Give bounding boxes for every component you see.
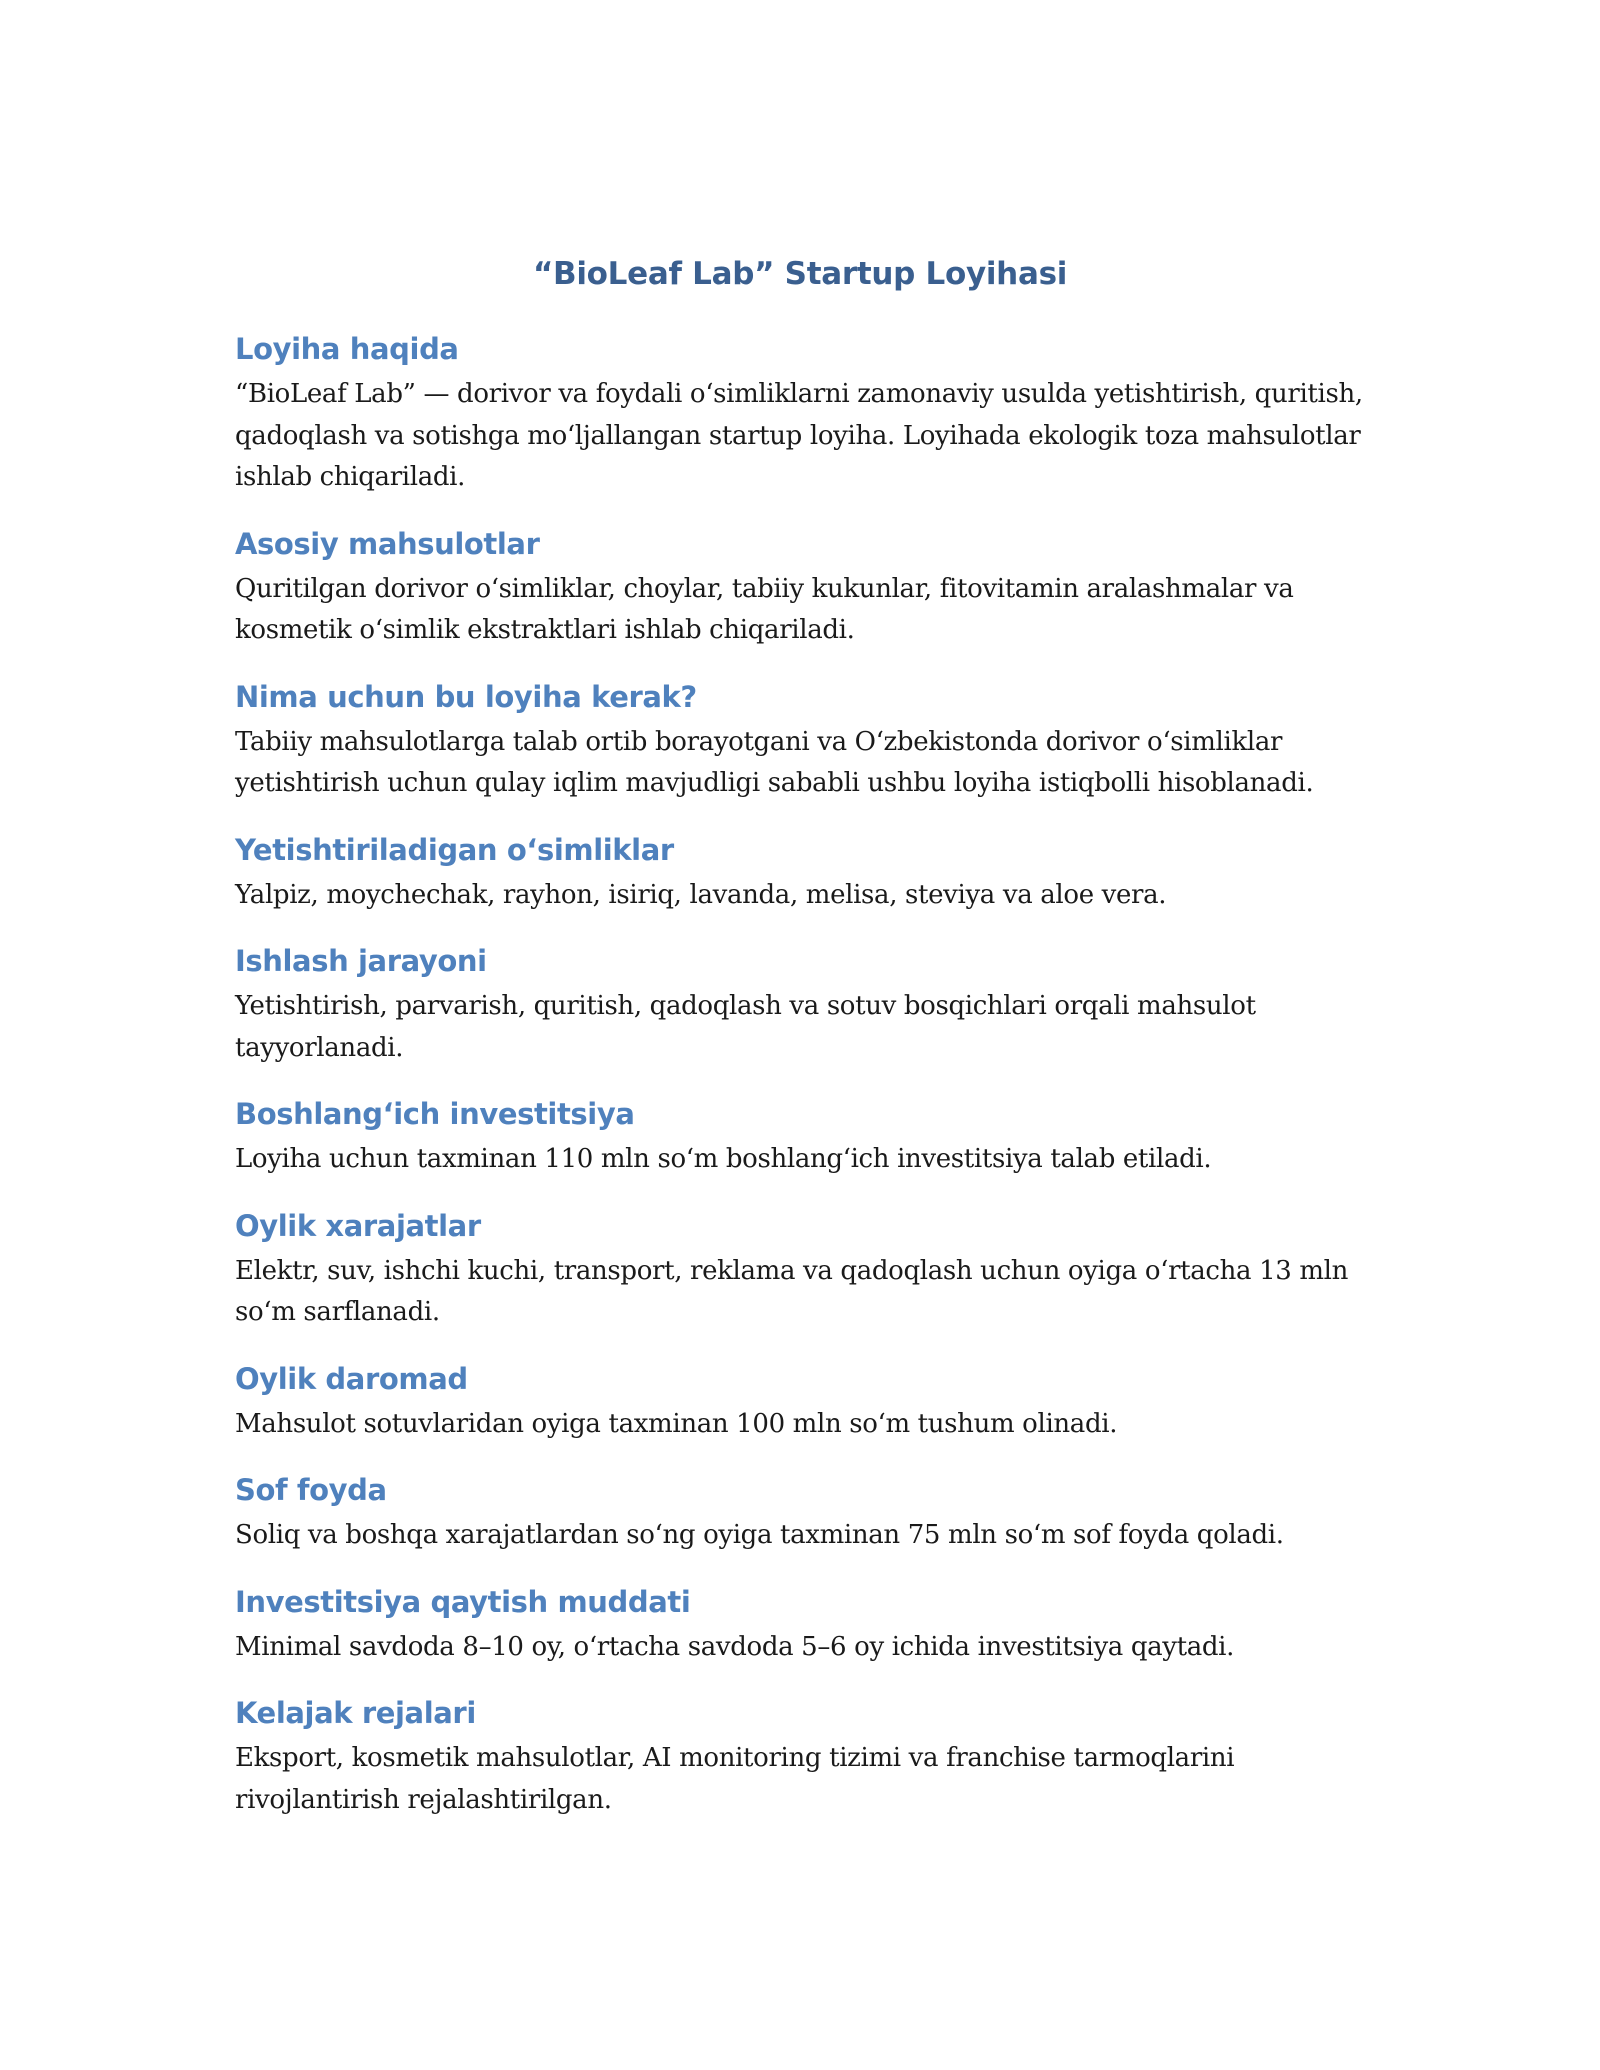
document-title: “BioLeaf Lab” Startup Loyihasi	[532, 256, 1068, 292]
document-content	[235, 252, 1365, 1847]
section-investitsiya-qaytish-muddati	[235, 1583, 1365, 1669]
section-oylik-xarajatlar	[235, 1207, 1365, 1334]
section-text: Soliq va boshqa xarajatlardan soʻng oyiga taxminan 75 mln soʻm sof foyda qoladi.	[235, 1520, 1284, 1550]
section-heading: Investitsiya qaytish muddati	[235, 1584, 691, 1619]
section-heading: Sof foyda	[235, 1473, 387, 1507]
section-heading: Asosiy mahsulotlar	[235, 526, 540, 561]
section-text: Loyiha uchun taxminan 110 mln soʻm boshlangʻich investitsiya talab etiladi.	[235, 1144, 1212, 1174]
section-heading: Oylik xarajatlar	[235, 1208, 481, 1243]
section-heading: Oylik daromad	[235, 1361, 468, 1396]
section-text: Mahsulot sotuvlaridan oyiga taxminan 100 mln soʻm tushum olinadi.	[235, 1408, 1118, 1439]
section-text: Yetishtirish, parvarish, quritish, qadoqlash va sotuv bosqichlari orqali mahsulot tayyorlanadi.	[235, 991, 1256, 1063]
section-heading: Loyiha haqida	[235, 332, 459, 366]
section-text: Quritilgan dorivor oʻsimliklar, choylar, tabiiy kukunlar, fitovitamin aralashmalar va kosmetik oʻsimlik ekstraktlari ishlab chiqariladi.	[235, 573, 1294, 645]
section-text: Yalpiz, moychechak, rayhon, isiriq, lavanda, melisa, steviya va aloe vera.	[235, 879, 1167, 910]
section-heading: Nima uchun bu loyiha kerak?	[235, 679, 697, 714]
section-text: “BioLeaf Lab” — dorivor va foydali oʻsimliklarni zamonaviy usulda yetishtirish, quritish, qadoqlash va sotishga moʻljallangan startup loyiha. Loyihada ekologik toza mahsulotlar ishlab chiqariladi.	[235, 379, 1363, 492]
section-heading: Ishlash jarayoni	[235, 944, 487, 978]
section-text: Minimal savdoda 8–10 oy, oʻrtacha savdoda 5–6 oy ichida investitsiya qaytadi.	[235, 1631, 1235, 1662]
section-yetishtiriladigan-osimliklar	[235, 831, 1365, 917]
section-asosiy-mahsulotlar	[235, 525, 1365, 652]
section-kelajak-rejalari	[235, 1694, 1365, 1821]
section-heading: Kelajak rejalari	[235, 1696, 476, 1730]
section-heading: Boshlangʻich investitsiya	[235, 1097, 635, 1131]
section-boshlangich-investitsiya	[235, 1095, 1365, 1181]
section-text: Elektr, suv, ishchi kuchi, transport, reklama va qadoqlash uchun oyiga oʻrtacha 13 mln soʻm sarflanadi.	[235, 1255, 1349, 1327]
section-text: Tabiiy mahsulotlarga talab ortib borayotgani va Oʻzbekistonda dorivor oʻsimliklar yetishtirish uchun qulay iqlim mavjudligi sababli ushbu loyiha istiqbolli hisoblanadi.	[235, 726, 1314, 798]
section-nima-uchun	[235, 678, 1365, 805]
section-loyiha-haqida	[235, 330, 1365, 499]
section-sof-foyda	[235, 1471, 1365, 1557]
section-ishlash-jarayoni	[235, 942, 1365, 1069]
section-text: Eksport, kosmetik mahsulotlar, AI monitoring tizimi va franchise tarmoqlarini rivojlantirish rejalashtirilgan.	[235, 1743, 1235, 1815]
section-oylik-daromad	[235, 1360, 1365, 1446]
section-heading: Yetishtiriladigan oʻsimliklar	[235, 832, 674, 867]
